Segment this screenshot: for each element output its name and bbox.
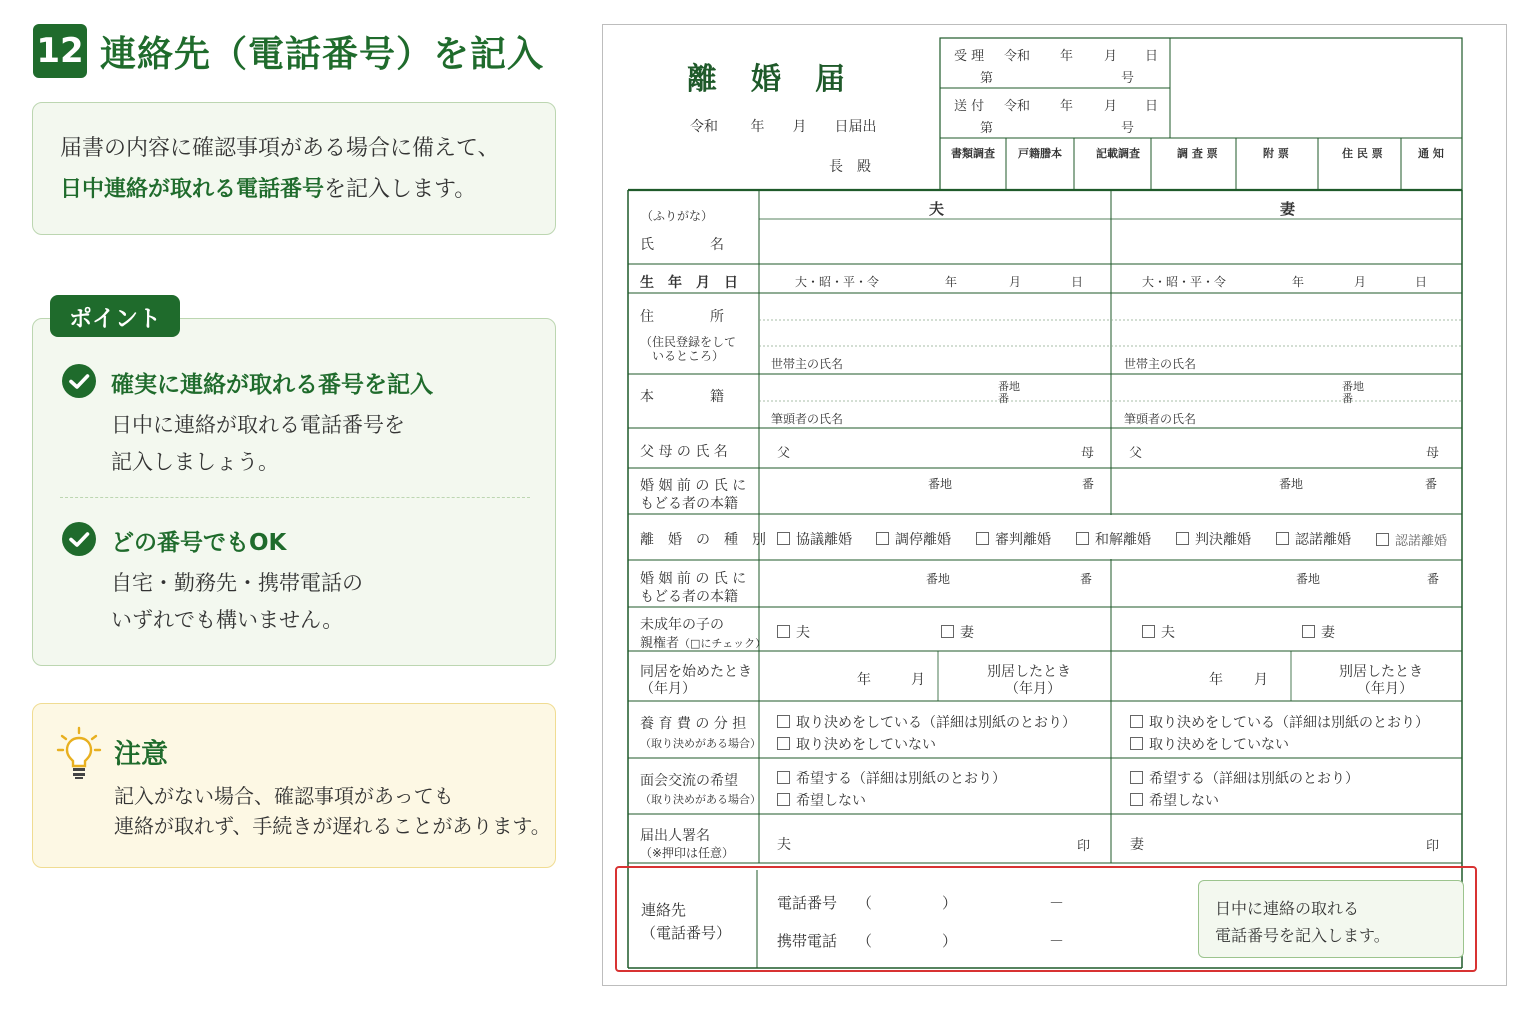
wife-honseki-ban: 番 — [1342, 392, 1353, 405]
label-prev2b: もどる者の本籍 — [640, 589, 738, 605]
contact-label2: （電話番号） — [641, 924, 732, 942]
callout-line1: 日中に連絡の取れる — [1215, 899, 1360, 918]
label-name: 氏 名 — [640, 237, 724, 253]
husband-honseki-banchi: 番地 — [998, 380, 1020, 393]
step-number-badge: 12 — [33, 24, 87, 78]
label-yoikuhi: 養 育 費 の 分 担 — [640, 716, 747, 732]
phone-dash: － — [1049, 894, 1065, 912]
checkbox[interactable] — [1276, 532, 1289, 545]
juri-month: 月 — [1104, 49, 1118, 64]
checkbox[interactable] — [876, 532, 889, 545]
wife-honseki-banchi: 番地 — [1342, 380, 1364, 393]
custody-wife-option[interactable] — [1302, 622, 1335, 642]
check-col: 書類調査 — [951, 147, 995, 160]
wife-hittou: 筆頭者の氏名 — [1124, 412, 1197, 426]
label-cohab1: 同居を始めたとき — [640, 664, 752, 680]
label-prev1b: 婚 姻 前 の 氏 に — [640, 571, 747, 587]
checkbox[interactable] — [777, 532, 790, 545]
label-custody2-text: 親権者 — [640, 636, 680, 651]
label-sign1: 届出人署名 — [640, 828, 710, 844]
option-label: 取り決めをしている（詳細は別紙のとおり） — [1149, 715, 1429, 731]
mobile-dash: － — [1049, 932, 1065, 950]
yoikuhi-option[interactable] — [777, 734, 936, 754]
option-label: 希望する（詳細は別紙のとおり） — [796, 771, 1006, 787]
option-label: 夫 — [1161, 625, 1175, 641]
label-address: 住 所 — [640, 309, 724, 325]
option-label: 希望しない — [1149, 793, 1219, 809]
husband-hittou: 筆頭者の氏名 — [771, 412, 844, 426]
menkai-option[interactable] — [1130, 790, 1219, 810]
label-furigana: （ふりがな） — [641, 209, 714, 223]
check-col: 戸籍謄本 — [1018, 147, 1062, 160]
juri-reiwa: 令和 — [1004, 49, 1031, 64]
juri-dai: 第 — [980, 71, 994, 86]
label-menkai: 面会交流の希望 — [640, 773, 738, 789]
prev2-ban: 番 — [1427, 572, 1440, 586]
point-2-heading: どの番号でもOK — [111, 530, 287, 556]
divorce-type-option[interactable] — [777, 529, 852, 549]
mobile-paren-open: （ — [857, 932, 873, 950]
label-parents: 父 母 の 氏 名 — [640, 444, 728, 460]
note-body-line2: 連絡が取れず、手続きが遅れることがあります。 — [114, 814, 551, 838]
mobile-label: 携帯電話 — [777, 932, 838, 950]
phone-paren-open: （ — [857, 894, 873, 912]
point-1-body-line2: 記入しましょう。 — [111, 450, 279, 474]
label-custody2 — [640, 632, 766, 651]
check-col: 住 民 票 — [1342, 147, 1383, 160]
label-prev2: もどる者の本籍 — [640, 496, 738, 512]
checkbox[interactable] — [1176, 532, 1189, 545]
soufu-month: 月 — [1104, 99, 1118, 114]
wife-birth-era: 大・昭・平・令 — [1142, 275, 1227, 289]
wife-sep1: 別居したとき — [1339, 664, 1423, 680]
checkbox[interactable] — [1376, 533, 1389, 546]
seal-husband: 印 — [1077, 839, 1091, 854]
checkbox[interactable] — [777, 771, 790, 784]
soufu-year: 年 — [1060, 99, 1074, 114]
option-label: 希望しない — [796, 793, 866, 809]
juri-label: 受 理 — [954, 49, 985, 64]
checkbox[interactable] — [1130, 793, 1143, 806]
col-husband: 夫 — [929, 200, 945, 218]
checkbox[interactable] — [1130, 715, 1143, 728]
phone-label: 電話番号 — [777, 894, 838, 912]
husband-birth-month: 月 — [1009, 275, 1022, 289]
page-title: 連絡先（電話番号）を記入 — [100, 34, 545, 75]
soufu-go: 号 — [1121, 121, 1135, 136]
prev-banchi: 番地 — [928, 477, 953, 491]
husband-birth-year: 年 — [945, 275, 958, 289]
checkbox[interactable] — [976, 532, 989, 545]
menkai-option[interactable] — [777, 790, 866, 810]
label-honseki: 本 籍 — [640, 389, 724, 405]
prev-ban: 番 — [1425, 477, 1438, 491]
wife-birth-year: 年 — [1292, 275, 1305, 289]
seal-wife: 印 — [1426, 839, 1440, 854]
option-label: 夫 — [796, 625, 810, 641]
yoikuhi-option[interactable] — [777, 712, 1076, 732]
option-label: 取り決めをしていない — [1149, 737, 1289, 753]
sign-husband: 夫 — [777, 837, 791, 853]
label-custody1: 未成年の子の — [640, 617, 724, 633]
option-label: 妻 — [960, 625, 974, 641]
label-cohab2: （年月） — [640, 681, 696, 697]
soufu-reiwa: 令和 — [1004, 99, 1031, 114]
mobile-paren-close: ） — [942, 932, 958, 950]
checkbox[interactable] — [1130, 737, 1143, 750]
wife-cohab-year: 年 — [1209, 672, 1223, 688]
husband-father: 父 — [777, 446, 791, 461]
soufu-dai: 第 — [980, 121, 994, 136]
juri-day: 日 — [1145, 49, 1159, 64]
checkbox[interactable] — [941, 625, 954, 638]
husband-sep1: 別居したとき — [987, 664, 1071, 680]
husband-setai: 世帯主の氏名 — [771, 357, 844, 371]
intro-text-rest: を記入します。 — [324, 177, 477, 202]
form-title: 離 婚 届 — [687, 62, 847, 97]
soufu-label: 送 付 — [954, 99, 985, 114]
wife-mother: 母 — [1426, 446, 1440, 461]
form-date-line: 令和 年 月 日届出 — [690, 119, 877, 135]
intro-text-line1: 届書の内容に確認事項がある場合に備えて、 — [60, 136, 500, 161]
point-2-body-line1: 自宅・勤務先・携帯電話の — [111, 571, 363, 595]
yoikuhi-option[interactable] — [1130, 734, 1289, 754]
note-body-line1: 記入がない場合、確認事項があっても — [114, 784, 454, 808]
checkbox[interactable] — [1076, 532, 1089, 545]
divorce-type-option[interactable] — [876, 529, 951, 549]
divorce-type-option[interactable] — [1076, 529, 1151, 549]
husband-birth-day: 日 — [1071, 275, 1084, 289]
option-label: 希望する（詳細は別紙のとおり） — [1149, 771, 1359, 787]
option-label: 認諾離婚 — [1295, 532, 1351, 548]
point-2-body-line2: いずれでも構いません。 — [111, 608, 344, 632]
wife-birth-month: 月 — [1354, 275, 1367, 289]
wife-cohab-month: 月 — [1254, 672, 1268, 688]
husband-birth-era: 大・昭・平・令 — [795, 275, 880, 289]
divorce-type-option[interactable] — [1276, 529, 1351, 549]
menkai-option[interactable] — [777, 768, 1006, 788]
husband-mother: 母 — [1081, 446, 1095, 461]
option-label: 協議離婚 — [796, 532, 852, 548]
label-arrange-note2: （取り決めがある場合） — [640, 793, 761, 806]
checkbox[interactable] — [777, 793, 790, 806]
juri-go: 号 — [1121, 71, 1135, 86]
check-col: 記載調査 — [1096, 147, 1140, 160]
option-label: 取り決めをしていない — [796, 737, 936, 753]
check-col: 通 知 — [1418, 147, 1444, 160]
option-label: 取り決めをしている（詳細は別紙のとおり） — [796, 715, 1076, 731]
prev-ban: 番 — [1082, 477, 1095, 491]
check-col: 調 査 票 — [1177, 147, 1218, 160]
husband-sep2: （年月） — [1005, 681, 1061, 697]
phone-paren-close: ） — [942, 894, 958, 912]
husband-honseki-ban: 番 — [998, 392, 1009, 405]
label-birth: 生 年 月 日 — [640, 275, 738, 291]
soufu-day: 日 — [1145, 99, 1159, 114]
option-label: 和解離婚 — [1095, 532, 1151, 548]
check-col: 附 票 — [1263, 147, 1289, 160]
checkbox[interactable] — [1302, 625, 1315, 638]
husband-cohab-month: 月 — [911, 672, 925, 688]
option-label: 妻 — [1321, 625, 1335, 641]
wife-sep2: （年月） — [1357, 681, 1413, 697]
custody-husband-option[interactable] — [1142, 622, 1175, 642]
custody-wife-option[interactable] — [941, 622, 974, 642]
prev-banchi: 番地 — [1279, 477, 1304, 491]
husband-cohab-year: 年 — [857, 672, 871, 688]
divorce-type-option[interactable] — [976, 529, 1051, 549]
note-heading: 注意 — [114, 739, 168, 770]
prev2-banchi: 番地 — [1296, 572, 1321, 586]
menkai-option[interactable] — [1130, 768, 1359, 788]
label-divorce-type: 離 婚 の 種 別 — [640, 532, 766, 548]
divorce-type-option[interactable] — [1376, 530, 1447, 549]
custody-husband-option[interactable] — [777, 622, 810, 642]
yoikuhi-option[interactable] — [1130, 712, 1429, 732]
col-wife: 妻 — [1280, 200, 1296, 218]
label-address-sub1: （住民登録をして — [640, 335, 737, 349]
wife-father: 父 — [1129, 446, 1143, 461]
label-address-sub2: いるところ） — [640, 349, 725, 363]
point-1-heading: 確実に連絡が取れる番号を記入 — [111, 372, 433, 398]
checkbox[interactable] — [1130, 771, 1143, 784]
option-label: 認諾離婚 — [1395, 534, 1448, 549]
label-custody3: （□にチェック） — [679, 637, 767, 650]
option-label: 判決離婚 — [1195, 532, 1251, 548]
checkbox[interactable] — [777, 625, 790, 638]
label-prev1: 婚 姻 前 の 氏 に — [640, 478, 747, 494]
label-sign2: （※押印は任意） — [640, 846, 735, 860]
checkbox[interactable] — [1142, 625, 1155, 638]
contact-label1: 連絡先 — [641, 901, 687, 919]
checkbox[interactable] — [777, 737, 790, 750]
option-label: 調停離婚 — [895, 532, 951, 548]
wife-birth-day: 日 — [1415, 275, 1428, 289]
label-arrange-note: （取り決めがある場合） — [640, 737, 761, 750]
option-label: 審判離婚 — [995, 532, 1051, 548]
prev2-banchi: 番地 — [926, 572, 951, 586]
prev2-ban: 番 — [1080, 572, 1093, 586]
intro-highlight: 日中連絡が取れる電話番号 — [60, 177, 325, 202]
sign-wife: 妻 — [1130, 837, 1144, 853]
wife-setai: 世帯主の氏名 — [1124, 357, 1197, 371]
callout-line2: 電話番号を記入します。 — [1215, 926, 1390, 945]
contact-callout — [1198, 880, 1464, 958]
form-dono: 長 殿 — [829, 159, 871, 175]
divorce-type-option[interactable] — [1176, 529, 1251, 549]
point-1-body-line1: 日中に連絡が取れる電話番号を — [111, 413, 405, 437]
juri-year: 年 — [1060, 49, 1074, 64]
checkbox[interactable] — [777, 715, 790, 728]
point-label: ポイント — [50, 295, 180, 337]
